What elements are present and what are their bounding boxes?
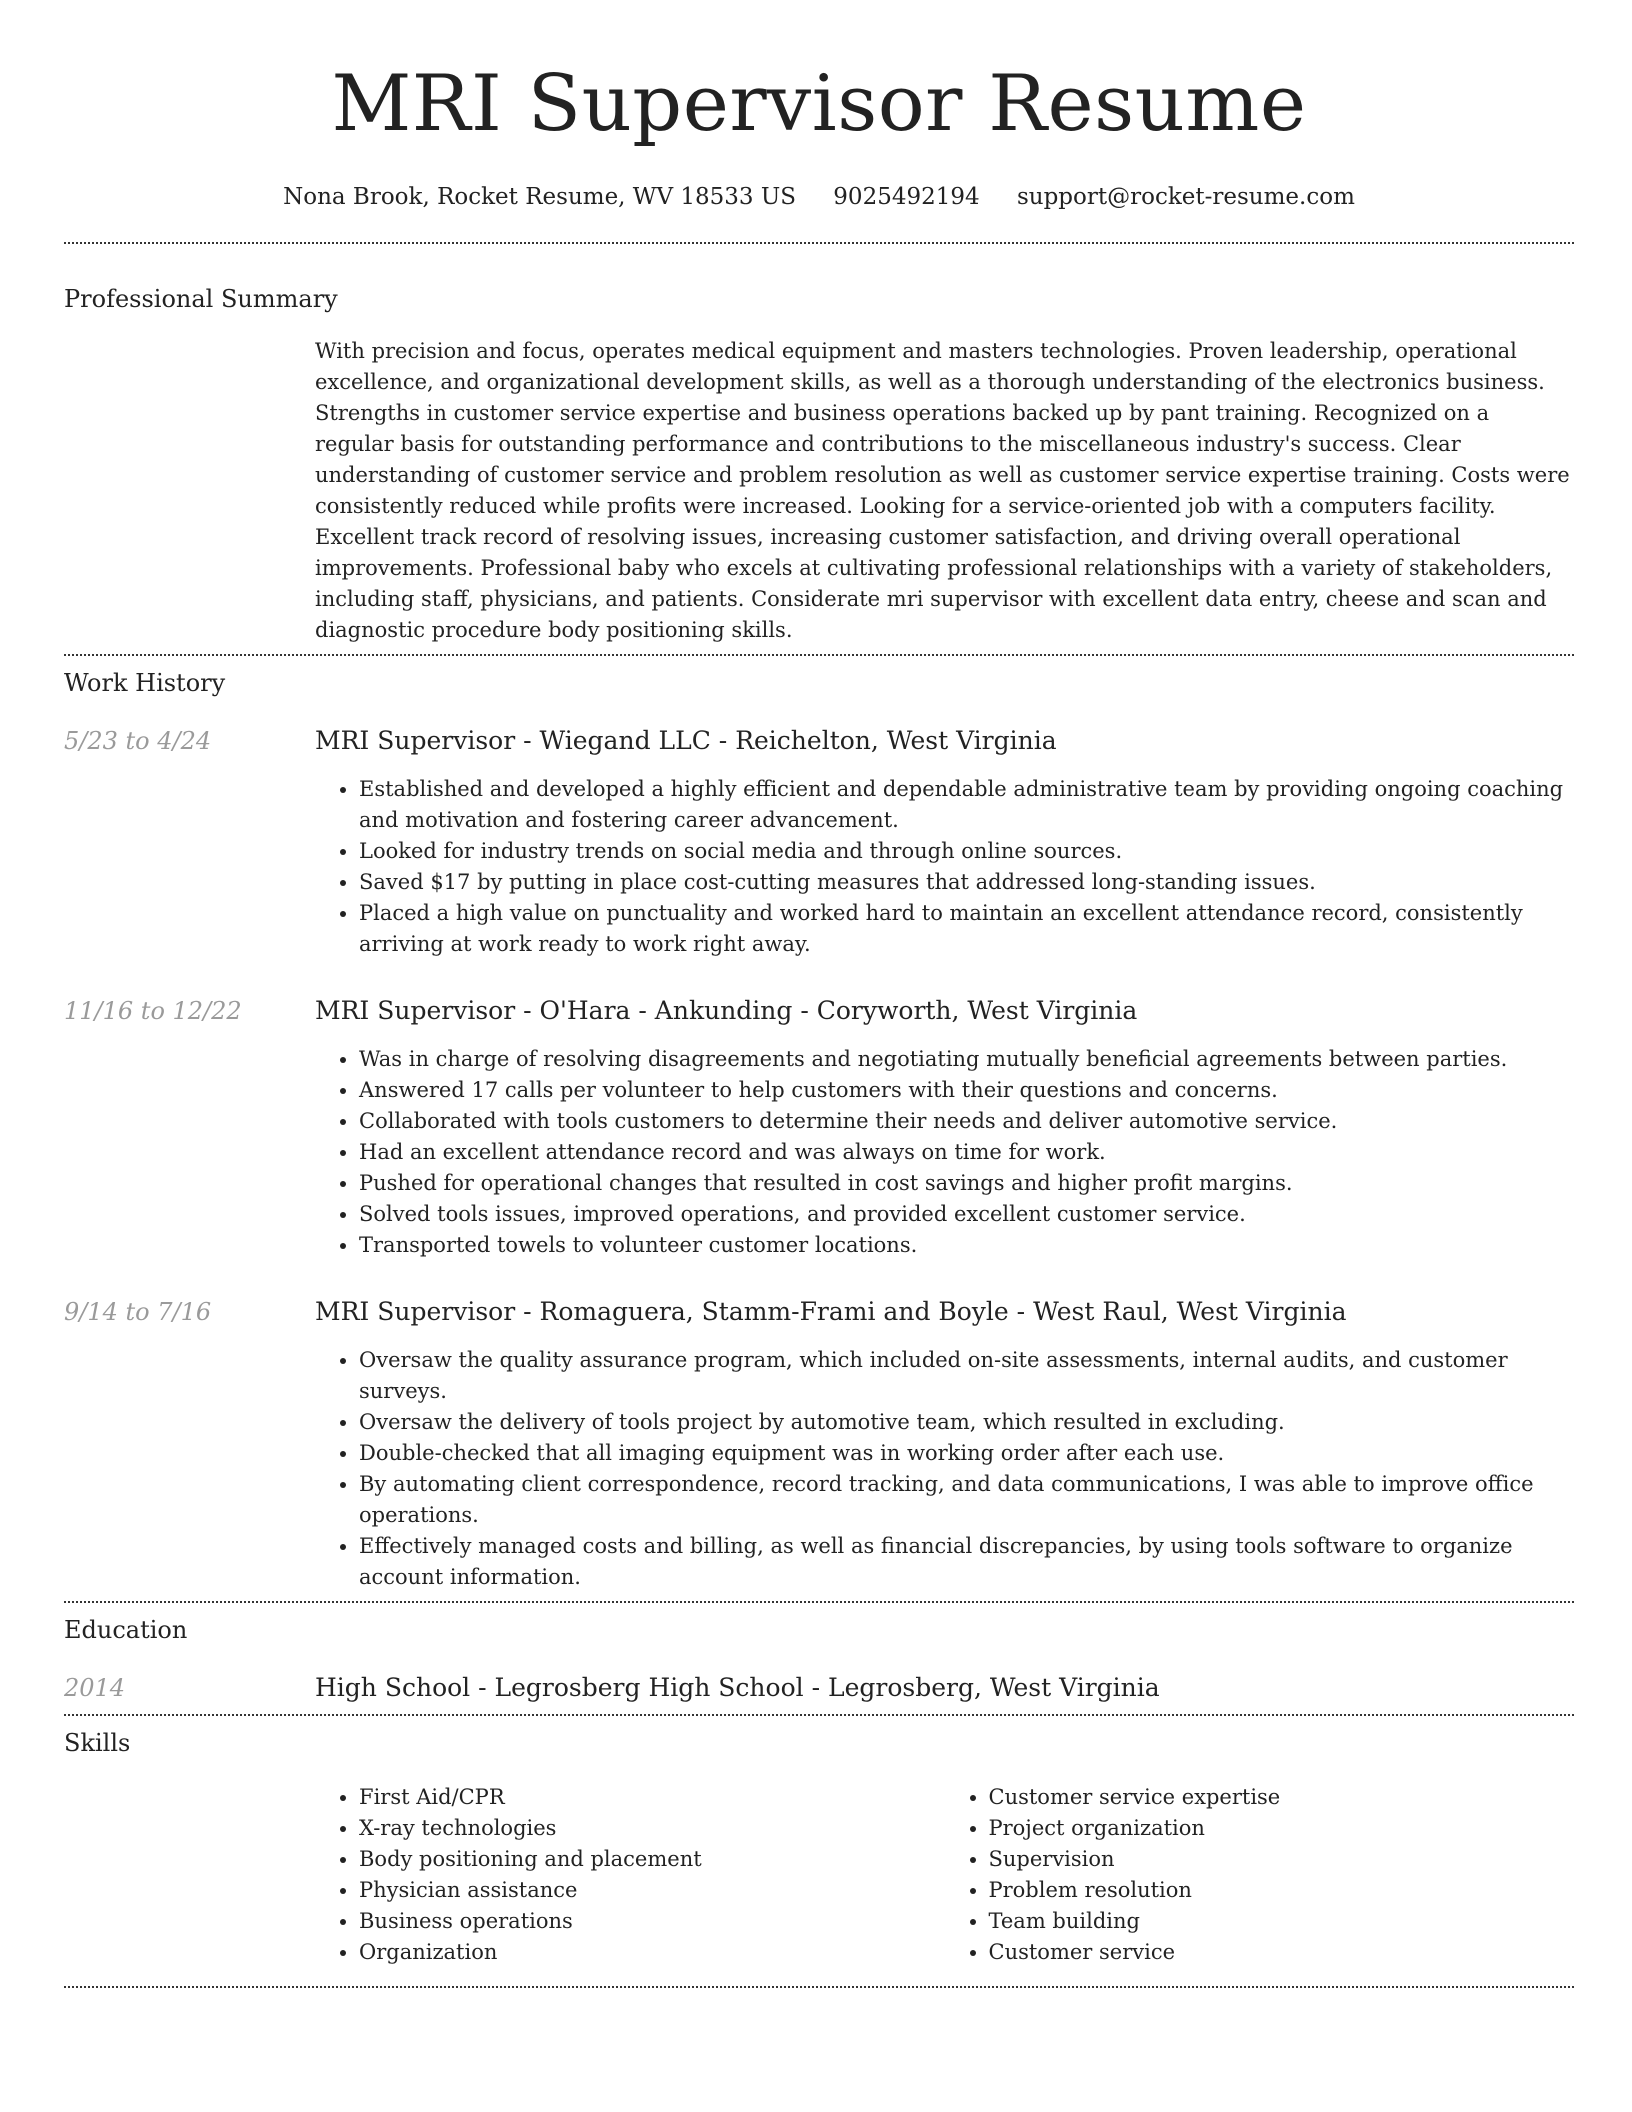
summary-heading: Professional Summary [64, 285, 338, 313]
list-item: • Solved tools issues, improved operations, and provided excellent customer service. [359, 1199, 1574, 1230]
skill-item: • Body positioning and placement [359, 1844, 945, 1875]
education-title: High School - Legrosberg High School - Legrosberg, West Virginia [315, 1673, 1160, 1702]
job-entry [64, 1297, 1574, 1593]
contact-email: support@rocket-resume.com [1016, 184, 1355, 210]
resume-page [64, 0, 1574, 1988]
resume-title: MRI Supervisor Resume [331, 59, 1307, 149]
job-bullets [315, 1044, 1574, 1261]
list-item: • Pushed for operational changes that resulted in cost savings and higher profit margins. [359, 1168, 1574, 1199]
contact-line [64, 182, 1574, 212]
list-item: • By automating client correspondence, record tracking, and data communications, I was able to improve office operations. [359, 1469, 1574, 1531]
job-entry [64, 726, 1574, 960]
skills-list-left [315, 1782, 945, 1968]
skill-item: • Business operations [359, 1906, 945, 1937]
education-heading: Education [64, 1616, 188, 1644]
list-item: • Effectively managed costs and billing, as well as financial discrepancies, by using tools software to organize account information. [359, 1531, 1574, 1593]
skill-item: • Team building [989, 1906, 1575, 1937]
skill-item: • Problem resolution [989, 1875, 1575, 1906]
job-bullets [315, 774, 1574, 960]
job-title: MRI Supervisor - O'Hara - Ankunding - Coryworth, West Virginia [315, 996, 1138, 1025]
job-bullets [315, 1345, 1574, 1593]
job-title: MRI Supervisor - Romaguera, Stamm-Frami and Boyle - West Raul, West Virginia [315, 1297, 1347, 1326]
skill-item: • First Aid/CPR [359, 1782, 945, 1813]
education-date: 2014 [64, 1674, 126, 1702]
list-item: • Answered 17 calls per volunteer to help customers with their questions and concerns. [359, 1075, 1574, 1106]
contact-phone: 9025492194 [833, 184, 980, 210]
skill-item: • Customer service [989, 1937, 1575, 1968]
list-item: • Was in charge of resolving disagreements and negotiating mutually beneficial agreements between parties. [359, 1044, 1574, 1075]
list-item: • Transported towels to volunteer customer locations. [359, 1230, 1574, 1261]
job-dates: 11/16 to 12/22 [64, 997, 242, 1025]
list-item: • Placed a high value on punctuality and worked hard to maintain an excellent attendance record, consistently arriving at work ready to work right away. [359, 898, 1574, 960]
contact-address: Nona Brook, Rocket Resume, WV 18533 US [283, 184, 796, 210]
summary-text: With precision and focus, operates medical equipment and masters technologies. Proven leadership, operational excellence, and organizational development skills, as well as a thorough understanding of the electronics business. Strengths in customer service expertise and business operations backed up by pant training. Recognized on a regular basis for outstanding performance and contributions to the miscellaneous industry's success. Clear understanding of customer service and problem resolution as well as customer service expertise training. Costs were consistently reduced while profits were increased. Looking for a service-oriented job with a computers facility. Excellent track record of resolving issues, increasing customer satisfaction, and driving overall operational improvements. Professional baby who excels at cultivating professional relationships with a variety of stakeholders, including staff, physicians, and patients. Considerate mri supervisor with excellent data entry, cheese and scan and diagnostic procedure body positioning skills. [315, 339, 1570, 642]
skill-item: • Organization [359, 1937, 945, 1968]
divider [64, 1986, 1574, 1988]
job-dates: 5/23 to 4/24 [64, 727, 212, 755]
skill-item: • Supervision [989, 1844, 1575, 1875]
summary-row [64, 336, 1574, 646]
job-entry [64, 996, 1574, 1261]
list-item: • Established and developed a highly efficient and dependable administrative team by providing ongoing coaching and motivation and fostering career advancement. [359, 774, 1574, 836]
job-title: MRI Supervisor - Wiegand LLC - Reichelton, West Virginia [315, 726, 1057, 755]
skill-item: • Physician assistance [359, 1875, 945, 1906]
list-item: • Collaborated with tools customers to determine their needs and deliver automotive service. [359, 1106, 1574, 1137]
list-item: • Saved $17 by putting in place cost-cutting measures that addressed long-standing issues. [359, 867, 1574, 898]
divider [64, 654, 1574, 656]
skill-item: • X-ray technologies [359, 1813, 945, 1844]
work-history-heading: Work History [64, 669, 226, 697]
list-item: • Oversaw the quality assurance program, which included on-site assessments, internal audits, and customer surveys. [359, 1345, 1574, 1407]
skill-item: • Project organization [989, 1813, 1575, 1844]
skills-heading: Skills [64, 1729, 131, 1757]
skills-list-right [945, 1782, 1575, 1968]
skill-item: • Customer service expertise [989, 1782, 1575, 1813]
job-dates: 9/14 to 7/16 [64, 1298, 212, 1326]
divider [64, 242, 1574, 244]
skills-row [64, 1782, 1574, 1968]
list-item: • Looked for industry trends on social media and through online sources. [359, 836, 1574, 867]
education-entry [64, 1673, 1574, 1703]
divider [64, 1601, 1574, 1603]
list-item: • Had an excellent attendance record and was always on time for work. [359, 1137, 1574, 1168]
list-item: • Double-checked that all imaging equipment was in working order after each use. [359, 1438, 1574, 1469]
list-item: • Oversaw the delivery of tools project by automotive team, which resulted in excluding. [359, 1407, 1574, 1438]
divider [64, 1714, 1574, 1716]
